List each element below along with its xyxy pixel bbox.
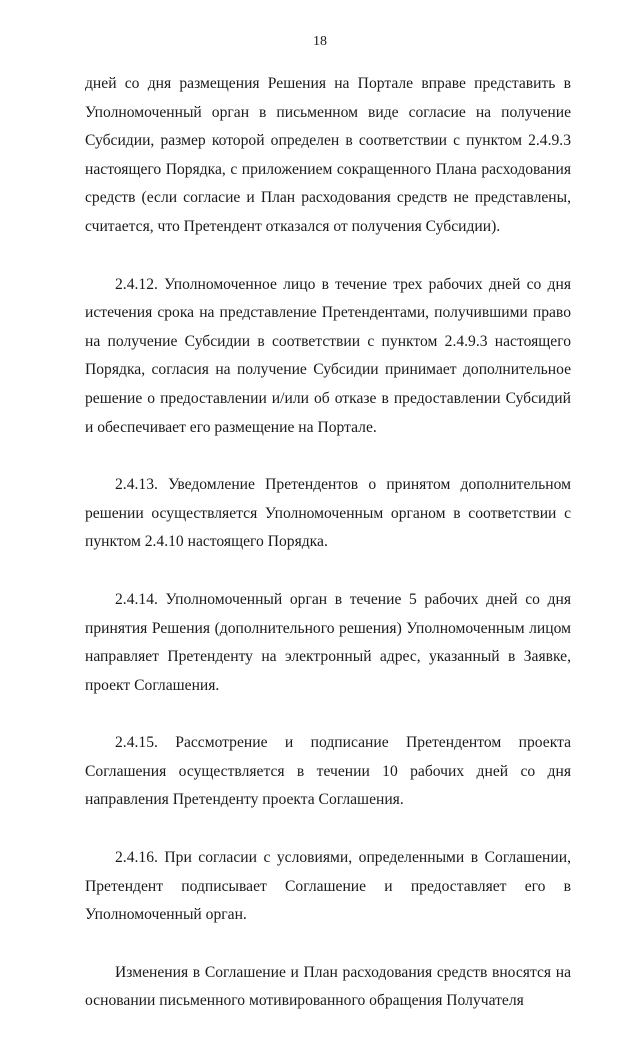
paragraph-continuation: дней со дня размещения Решения на Портале вправе представить в Уполномоченный орган в письменном виде согласие на получение Субсидии, размер которой определен в соответствии с пунктом 2.4.9.3 настоящего Порядка, с приложением сокращенного Плана расходования средств (если согласие и План расходования средств не представлены, считается, что Претендент отказался от получения Субсидии). xyxy=(85,75,571,235)
paragraph-2-4-12: 2.4.12. Уполномоченное лицо в течение трех рабочих дней со дня истечения срока на представление Претендентами, получившими право на получение Субсидии в соответствии с пунктом 2.4.9.3 настоящего Порядка, согласия на получение Субсидии принимает дополнительное решение о предоставлении и/или об отказе в предоставлении Субсидий и обеспечивает его размещение на Портале. xyxy=(85,275,571,436)
paragraph-2-4-13: 2.4.13. Уведомление Претендентов о принятом дополнительном решении осуществляется Уполномоченным органом в соответствии с пунктом 2.4.10 настоящего Порядка. xyxy=(85,476,571,551)
paragraph-2-4-14: 2.4.14. Уполномоченный орган в течение 5 рабочих дней со дня принятия Решения (дополнительного решения) Уполномоченным лицом направляет Претенденту на электронный адрес, указанный в Заявке, проект Соглашения. xyxy=(85,590,571,694)
paragraph-2-4-15: 2.4.15. Рассмотрение и подписание Претендентом проекта Соглашения осуществляется в течении 10 рабочих дней со дня направления Претенденту проекта Соглашения. xyxy=(85,734,571,809)
page-number: 18 xyxy=(313,34,327,49)
paragraph-changes: Изменения в Соглашение и План расходования средств вносятся на основании письменного мотивированного обращения Получателя xyxy=(85,963,571,1010)
paragraph-2-4-16: 2.4.16. При согласии с условиями, определенными в Соглашении, Претендент подписывает Соглашение и предоставляет его в Уполномоченный орган. xyxy=(85,849,571,924)
document-body xyxy=(85,70,571,1045)
